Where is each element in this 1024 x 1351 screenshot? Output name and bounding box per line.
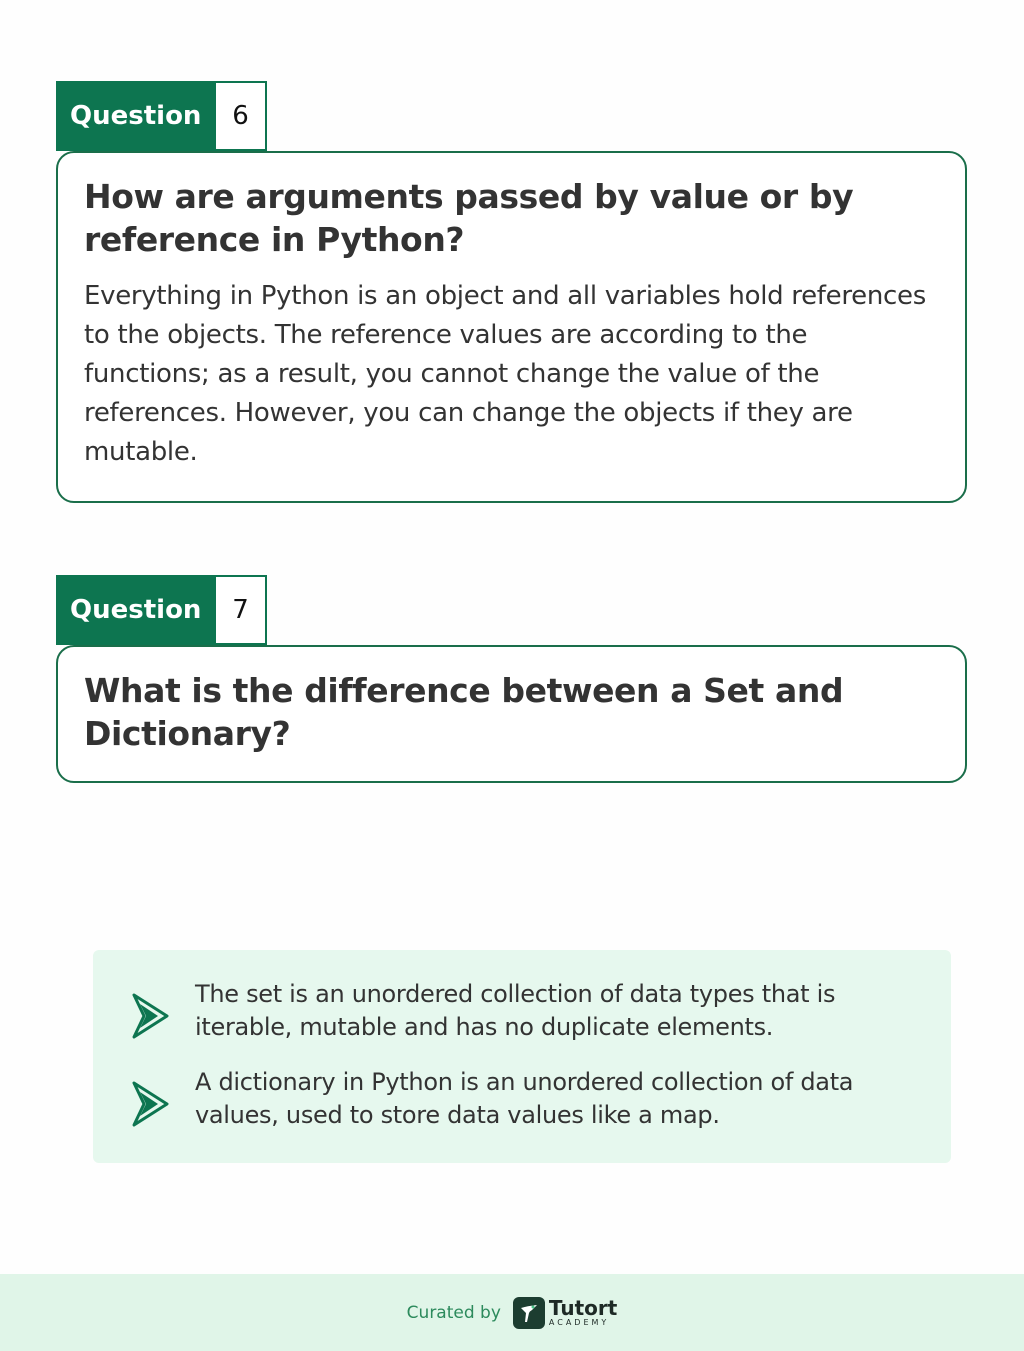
question-6-card <box>56 151 967 503</box>
question-7-label: Question <box>56 575 216 645</box>
question-7-card <box>56 645 967 783</box>
logo-name: Tutort <box>548 1296 618 1320</box>
arrow-bullet-icon <box>130 992 170 1040</box>
logo-subtitle: ACADEMY <box>548 1318 610 1327</box>
footer <box>0 1274 1024 1351</box>
answer-box <box>93 950 951 1163</box>
question-7-tag <box>56 575 267 645</box>
arrow-bullet-icon <box>130 1080 170 1128</box>
question-7-number: 7 <box>216 575 267 645</box>
question-7-title: What is the difference between a Set and Dictionary? <box>84 671 844 753</box>
tutort-logo-text <box>549 1298 617 1327</box>
question-6-title: How are arguments passed by value or by reference in Python? <box>84 177 854 259</box>
answer-bullet-text: The set is an unordered collection of data types that is iterable, mutable and has no duplicate elements. <box>195 980 836 1041</box>
question-6-tag <box>56 81 267 151</box>
question-6-label: Question <box>56 81 216 151</box>
tutort-logo-icon <box>513 1297 545 1329</box>
answer-bullet <box>130 1066 931 1132</box>
answer-bullet <box>130 978 931 1044</box>
question-6-answer: Everything in Python is an object and all variables hold references to the objects. The reference values are according to the functions; as a result, you cannot change the value of the references. However, you can change the objects if they are mutable. <box>84 281 926 467</box>
question-6-number: 6 <box>216 81 267 151</box>
curated-by-text: Curated by <box>406 1302 501 1323</box>
answer-bullet-text: A dictionary in Python is an unordered collection of data values, used to store data values like a map. <box>195 1068 854 1129</box>
